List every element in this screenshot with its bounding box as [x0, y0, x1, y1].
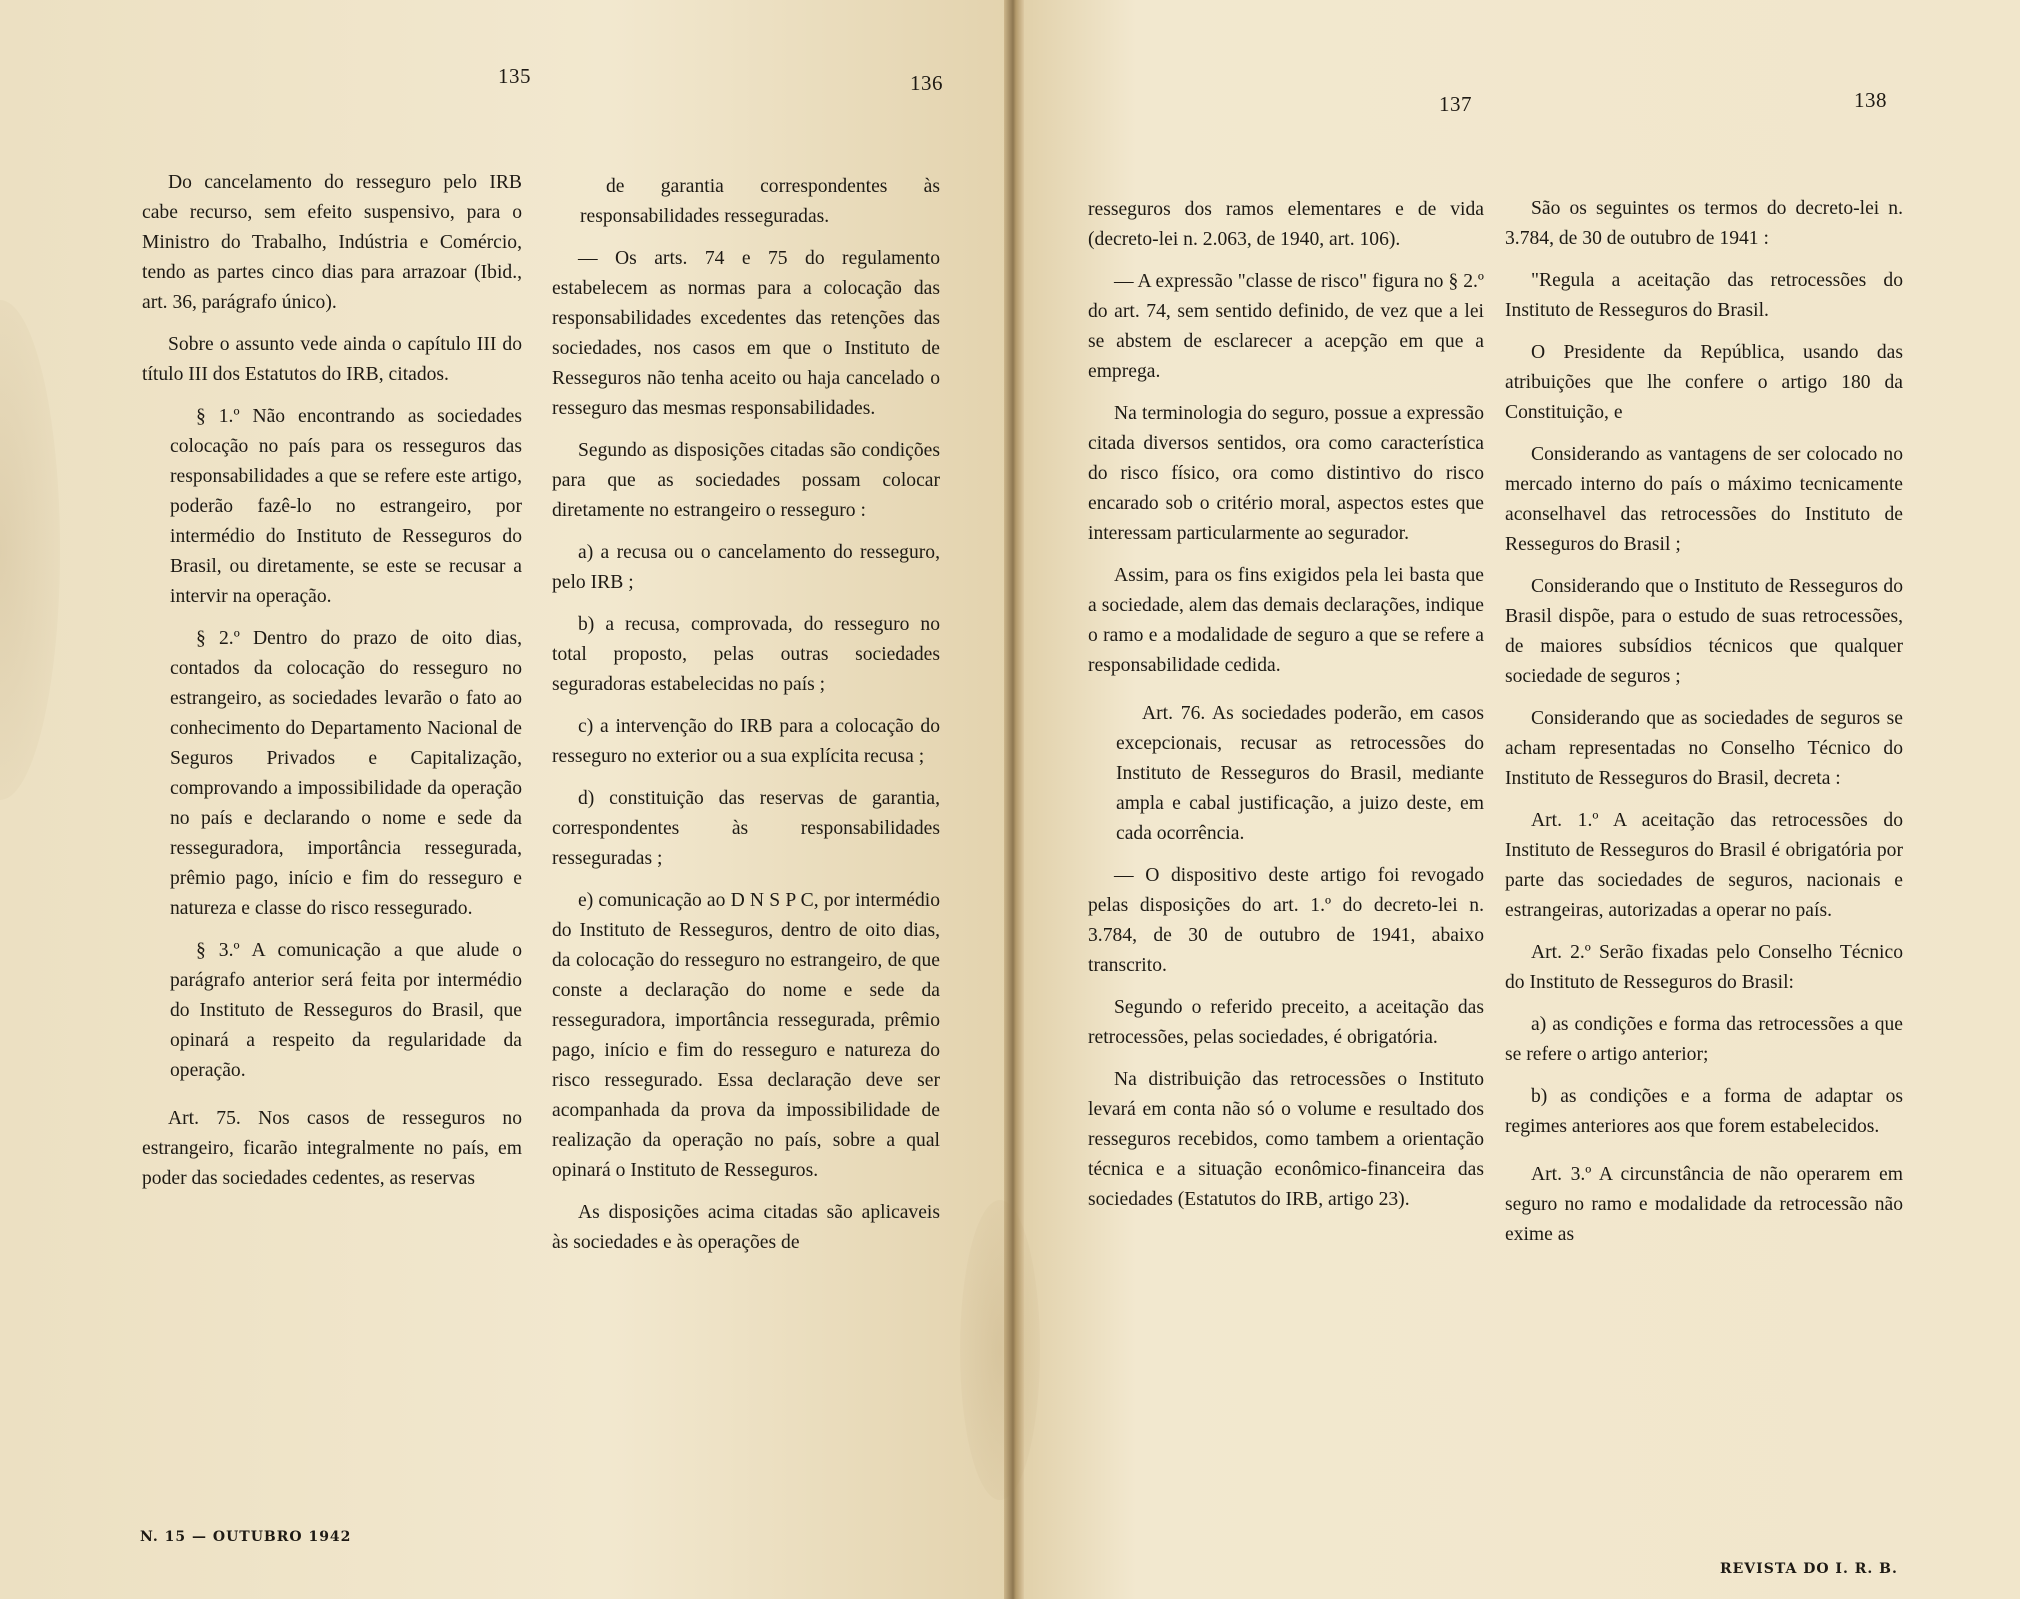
decree-title: "Regula a aceitação das retrocessões do Instituto de Resseguros do Brasil. [1505, 270, 1903, 321]
page-number-135: 135 [498, 64, 531, 88]
column-page-135 [142, 168, 522, 1206]
footer-journal: REVISTA DO I. R. B. [1720, 1561, 1898, 1577]
paragraph: Do cancelamento do resseguro pelo IRB cabe recurso, sem efeito suspensivo, para o Ministro do Trabalho, Indústria e Comércio, tendo as partes cinco dias para arrazoar (Ibid., art. 36, parágrafo único). [142, 172, 522, 313]
paragraph-section-2: § 2.º Dentro do prazo de oito dias, contados da colocação do resseguro no estrangeiro, as sociedades levarão o fato ao conhecimento do Departamento Nacional de Seguros Privados e Capitalização, comprovando a impossibilidade da operação no país e declarando o nome e sede da resseguradora, importância ressegurada, prêmio pago, início e fim do resseguro e natureza e classe do risco ressegurado. [170, 628, 522, 919]
paragraph-section-1: § 1.º Não encontrando as sociedades colocação no país para os resseguros das responsabilidades a que se refere este artigo, poderão fazê-lo no estrangeiro, por intermédio do Instituto de Resseguros do Brasil, ou diretamente, se este se recusar a intervir na operação. [170, 406, 522, 607]
list-item-d: d) constituição das reservas de garantia, correspondentes às responsabilidades resseguradas ; [552, 788, 940, 869]
paragraph: Considerando que as sociedades de seguros se acham representadas no Conselho Técnico do Instituto de Resseguros do Brasil, decreta : [1505, 708, 1903, 789]
decree-article-2: Art. 2.º Serão fixadas pelo Conselho Técnico do Instituto de Resseguros do Brasil: [1505, 942, 1903, 993]
paper-stain [960, 1200, 1040, 1500]
decree-article-1: Art. 1.º A aceitação das retrocessões do Instituto de Resseguros do Brasil é obrigatória por parte das sociedades de seguros, nacionais e estrangeiras, autorizadas a operar no país. [1505, 810, 1903, 921]
paragraph: de garantia correspondentes às responsabilidades resseguradas. [580, 176, 940, 227]
paragraph: Considerando as vantagens de ser colocado no mercado interno do país o máximo tecnicamente aconselhavel das retrocessões do Instituto de Resseguros do Brasil ; [1505, 444, 1903, 555]
column-page-138 [1505, 194, 1903, 1262]
list-item-a: a) a recusa ou o cancelamento do resseguro, pelo IRB ; [552, 542, 940, 593]
decree-article-3: Art. 3.º A circunstância de não operarem em seguro no ramo e modalidade da retrocessão não exime as [1505, 1164, 1903, 1245]
article-76: Art. 76. As sociedades poderão, em casos excepcionais, recusar as retrocessões do Instituto de Resseguros do Brasil, mediante ampla e cabal justificação, a juizo deste, em cada ocorrência. [1116, 703, 1484, 844]
paragraph: resseguros dos ramos elementares e de vida (decreto-lei n. 2.063, de 1940, art. 106). [1088, 199, 1484, 250]
paragraph: São os seguintes os termos do decreto-lei n. 3.784, de 30 de outubro de 1941 : [1505, 198, 1903, 249]
paragraph: — Os arts. 74 e 75 do regulamento estabelecem as normas para a colocação das responsabilidades excedentes das retenções das sociedades, nos casos em que o Instituto de Resseguros não tenha aceito ou haja cancelado o resseguro das mesmas responsabilidades. [552, 248, 940, 419]
page-number-138: 138 [1854, 88, 1887, 112]
paragraph: — A expressão "classe de risco" figura no § 2.º do art. 74, sem sentido definido, de vez que a lei se abstem de esclarecer a acepção em que a emprega. [1088, 271, 1484, 382]
paragraph: Na distribuição das retrocessões o Instituto levará em conta não só o volume e resultado dos resseguros recebidos, como tambem a orientação técnica e a situação econômico-financeira das sociedades (Estatutos do IRB, artigo 23). [1088, 1069, 1484, 1210]
footer-issue: N. 15 — OUTUBRO 1942 [140, 1529, 352, 1545]
paragraph: As disposições acima citadas são aplicaveis às sociedades e às operações de [552, 1202, 940, 1253]
list-item-c: c) a intervenção do IRB para a colocação do resseguro no exterior ou a sua explícita recusa ; [552, 716, 940, 767]
page-number-136: 136 [910, 71, 943, 95]
paragraph: Sobre o assunto vede ainda o capítulo III do título III dos Estatutos do IRB, citados. [142, 334, 522, 385]
list-item-b: b) as condições e a forma de adaptar os regimes anteriores aos que forem estabelecidos. [1505, 1086, 1903, 1137]
article-75: Art. 75. Nos casos de resseguros no estrangeiro, ficarão integralmente no país, em poder das sociedades cedentes, as reservas [142, 1108, 522, 1189]
paragraph: — O dispositivo deste artigo foi revogado pelas disposições do art. 1.º do decreto-lei n. 3.784, de 30 de outubro de 1941, abaixo transcrito. [1088, 865, 1484, 976]
list-item-a: a) as condições e forma das retrocessões a que se refere o artigo anterior; [1505, 1014, 1903, 1065]
paragraph: Segundo o referido preceito, a aceitação das retrocessões, pelas sociedades, é obrigatória. [1088, 997, 1484, 1048]
column-page-136 [552, 172, 940, 1270]
page-number-137: 137 [1439, 92, 1472, 116]
paragraph: Na terminologia do seguro, possue a expressão citada diversos sentidos, ora como característica do risco físico, ora como distintivo do risco encarado sob o critério moral, aspectos estes que interessam particularmente ao segurador. [1088, 403, 1484, 544]
paragraph: O Presidente da República, usando das atribuições que lhe confere o artigo 180 da Constituição, e [1505, 342, 1903, 423]
list-item-e: e) comunicação ao D N S P C, por intermédio do Instituto de Resseguros, dentro de oito dias, da colocação do resseguro no estrangeiro, de que conste a declaração do nome e sede da resseguradora, importância ressegurada, prêmio pago, início e fim do resseguro e natureza do risco ressegurado. Essa declaração deve ser acompanhada da prova da impossibilidade de realização da operação no país, sobre a qual opinará o Instituto de Resseguros. [552, 890, 940, 1181]
paragraph: Segundo as disposições citadas são condições para que as sociedades possam colocar diretamente no estrangeiro o resseguro : [552, 440, 940, 521]
paragraph-section-3: § 3.º A comunicação a que alude o parágrafo anterior será feita por intermédio do Instituto de Resseguros do Brasil, que opinará a respeito da regularidade da operação. [170, 940, 522, 1081]
column-page-137 [1088, 195, 1484, 1227]
paragraph: Considerando que o Instituto de Resseguros do Brasil dispõe, para o estudo de suas retrocessões, de maiores subsídios técnicos que qualquer sociedade de seguros ; [1505, 576, 1903, 687]
list-item-b: b) a recusa, comprovada, do resseguro no total proposto, pelas outras sociedades seguradoras estabelecidas no país ; [552, 614, 940, 695]
paragraph: Assim, para os fins exigidos pela lei basta que a sociedade, alem das demais declarações, indique o ramo e a modalidade de seguro a que se refere a responsabilidade cedida. [1088, 565, 1484, 676]
